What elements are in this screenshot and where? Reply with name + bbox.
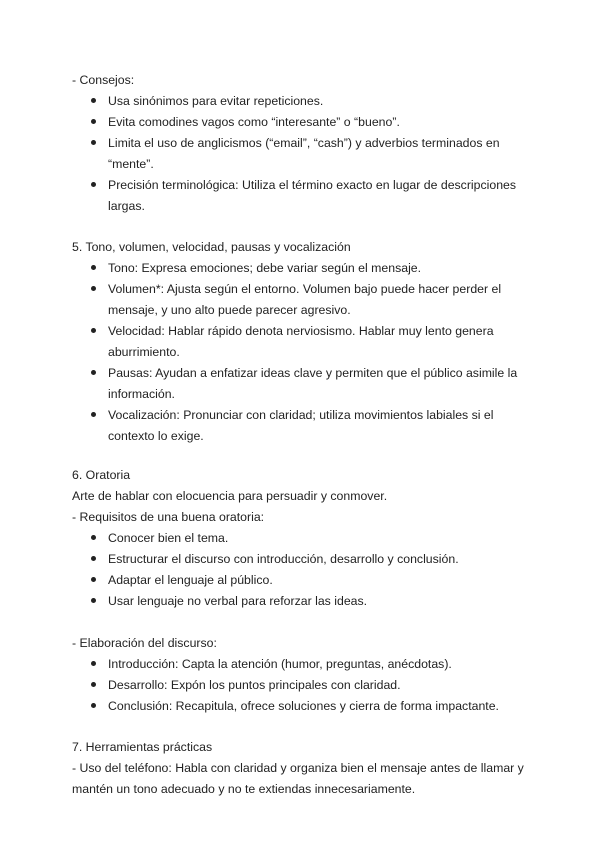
list-item: Precisión terminológica: Utiliza el término exacto en lugar de descripciones xyxy=(108,178,517,192)
list-item-continuation: mensaje, y uno alto puede parecer agresivo. xyxy=(108,303,351,317)
bullet-icon xyxy=(91,370,96,375)
list-item: Tono: Expresa emociones; debe variar según el mensaje. xyxy=(108,261,422,275)
list-item: Pausas: Ayudan a enfatizar ideas clave y permiten que el público asimile la xyxy=(108,366,518,380)
bullet-icon xyxy=(91,535,96,540)
section-7-title: 7. Herramientas prácticas xyxy=(72,740,213,754)
bullet-icon xyxy=(91,556,96,561)
requisitos-heading: - Requisitos de una buena oratoria: xyxy=(72,510,265,524)
list-item: Estructurar el discurso con introducción, desarrollo y conclusión. xyxy=(108,552,459,566)
bullet-icon xyxy=(91,328,96,333)
section-5-title: 5. Tono, volumen, velocidad, pausas y vocalización xyxy=(72,240,351,254)
paragraph-line: - Uso del teléfono: Habla con claridad y organiza bien el mensaje antes de llamar y xyxy=(72,761,524,775)
section-6-title: 6. Oratoria xyxy=(72,468,131,482)
list-item: Vocalización: Pronunciar con claridad; utiliza movimientos labiales si el xyxy=(108,408,494,422)
list-item: Introducción: Capta la atención (humor, preguntas, anécdotas). xyxy=(108,657,452,671)
list-item: Conclusión: Recapitula, ofrece soluciones y cierra de forma impactante. xyxy=(108,699,499,713)
bullet-icon xyxy=(91,119,96,124)
list-item-continuation: contexto lo exige. xyxy=(108,429,204,443)
bullet-icon xyxy=(91,140,96,145)
bullet-icon xyxy=(91,598,96,603)
bullet-icon xyxy=(91,661,96,666)
list-item-continuation: largas. xyxy=(108,199,145,213)
list-item: Usa sinónimos para evitar repeticiones. xyxy=(108,94,324,108)
consejos-heading: - Consejos: xyxy=(72,73,135,87)
list-item: Conocer bien el tema. xyxy=(108,531,229,545)
bullet-icon xyxy=(91,682,96,687)
bullet-icon xyxy=(91,265,96,270)
bullet-icon xyxy=(91,286,96,291)
list-item: Velocidad: Hablar rápido denota nerviosismo. Hablar muy lento genera xyxy=(108,324,494,338)
bullet-icon xyxy=(91,577,96,582)
list-item-continuation: “mente”. xyxy=(108,157,154,171)
list-item: Usar lenguaje no verbal para reforzar las ideas. xyxy=(108,594,368,608)
list-item-continuation: información. xyxy=(108,387,175,401)
section-6-definition: Arte de hablar con elocuencia para persuadir y conmover. xyxy=(72,489,388,503)
bullet-icon xyxy=(91,182,96,187)
list-item: Evita comodines vagos como “interesante” o “bueno”. xyxy=(108,115,400,129)
list-item: Limita el uso de anglicismos (“email”, “cash”) y adverbios terminados en xyxy=(108,136,500,150)
bullet-icon xyxy=(91,98,96,103)
elaboracion-heading: - Elaboración del discurso: xyxy=(72,636,217,650)
list-item: Desarrollo: Expón los puntos principales con claridad. xyxy=(108,678,401,692)
list-item: Volumen*: Ajusta según el entorno. Volumen bajo puede hacer perder el xyxy=(108,282,502,296)
list-item: Adaptar el lenguaje al público. xyxy=(108,573,273,587)
paragraph-line: mantén un tono adecuado y no te extiendas innecesariamente. xyxy=(72,782,416,796)
list-item-continuation: aburrimiento. xyxy=(108,345,180,359)
bullet-icon xyxy=(91,412,96,417)
bullet-icon xyxy=(91,703,96,708)
